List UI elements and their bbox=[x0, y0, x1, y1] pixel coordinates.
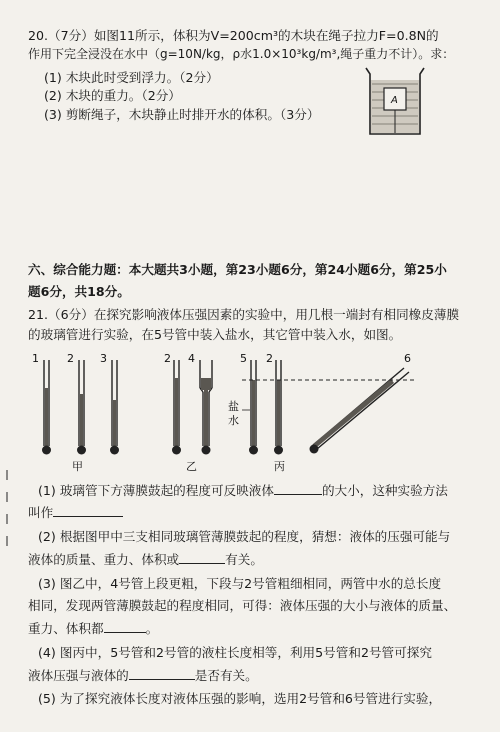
q21-p2-line2 bbox=[28, 551, 263, 568]
blank-1a[interactable] bbox=[274, 482, 322, 495]
q21-p3-b: 相同，发现两管薄膜鼓起的程度相同，可得：液体压强的大小与液体的质量、 bbox=[28, 598, 457, 613]
section6-line2: 题6分，共18分。 bbox=[28, 284, 130, 299]
q20-item3: (3) 剪断绳子，木块静止时排开水的体积。（3分） bbox=[44, 107, 320, 122]
membrane-2c bbox=[274, 446, 283, 455]
tube-label-2-yi: 2 bbox=[164, 352, 171, 365]
block-label: A bbox=[391, 95, 398, 106]
section6-line1: 六、综合能力题：本大题共3小题，第23小题6分，第24小题6分，第25小 bbox=[28, 262, 447, 277]
q21-p4-c: 是否有关。 bbox=[194, 668, 258, 683]
membrane-1 bbox=[42, 446, 51, 455]
binding-margin bbox=[3, 470, 11, 550]
q21-p3-a: (3) 图乙中，4号管上段更粗，下段与2号管粗细相同，两管中水的总长度 bbox=[38, 576, 442, 591]
tube-label-4: 4 bbox=[188, 352, 195, 365]
tube-label-2: 2 bbox=[67, 352, 74, 365]
membrane-2b bbox=[172, 446, 181, 455]
salt-label-2: 水 bbox=[228, 414, 239, 427]
group-label-yi: 乙 bbox=[186, 460, 197, 473]
group-label-bing: 丙 bbox=[274, 460, 285, 473]
blank-2[interactable] bbox=[179, 551, 225, 564]
q21-p1-line2 bbox=[28, 504, 123, 521]
salt-label-1: 盐 bbox=[228, 400, 239, 413]
q20-line2: 作用下完全浸没在水中（g=10N/kg，ρ水1.0×10³kg/m³,绳子重力不计）。求： bbox=[28, 47, 455, 61]
q21-p3-c: 重力、体积都 bbox=[28, 621, 104, 636]
beaker-figure bbox=[360, 62, 430, 142]
q21-p1-line1 bbox=[38, 482, 448, 499]
membrane-2 bbox=[77, 446, 86, 455]
q21-p4-line2 bbox=[28, 667, 258, 684]
tube-label-3: 3 bbox=[100, 352, 107, 365]
membrane-5 bbox=[249, 446, 258, 455]
q21-p1-a: (1) 玻璃管下方薄膜鼓起的程度可反映液体 bbox=[38, 483, 274, 498]
q21-line1: 21.（6分）在探究影响液体压强因素的实验中，用几根一端封有相同橡皮薄膜 bbox=[28, 307, 460, 322]
q21-p2-a: (2) 根据图甲中三支相同玻璃管薄膜鼓起的程度，猜想：液体的压强可能与 bbox=[38, 529, 451, 544]
q20-item1: (1) 木块此时受到浮力。（2分） bbox=[44, 70, 219, 85]
blank-1b[interactable] bbox=[53, 504, 123, 517]
tubes-figure bbox=[14, 348, 484, 476]
q21-p2-b: 液体的质量、重力、体积或 bbox=[28, 552, 180, 567]
tube-label-2-bing: 2 bbox=[266, 352, 273, 365]
tube-label-5: 5 bbox=[240, 352, 247, 365]
group-label-jia: 甲 bbox=[72, 460, 83, 473]
q21-p2-c: 有关。 bbox=[225, 552, 263, 567]
q20-item2: (2) 木块的重力。（2分） bbox=[44, 88, 181, 103]
blank-4[interactable] bbox=[129, 667, 195, 680]
tube-label-6: 6 bbox=[404, 352, 411, 365]
q21-p4-a: (4) 图丙中，5号管和2号管的液柱长度相等，利用5号管和2号管可探究 bbox=[38, 645, 432, 660]
q20-line1: 20.（7分）如图11所示，体积为V=200cm³的木块在绳子拉力F=0.8N的 bbox=[28, 28, 439, 43]
q21-p4-b: 液体压强与液体的 bbox=[28, 668, 129, 683]
q21-p1-c: 叫作 bbox=[28, 505, 54, 520]
membrane-6 bbox=[310, 445, 319, 454]
membrane-4 bbox=[202, 446, 211, 455]
blank-3[interactable] bbox=[104, 620, 146, 633]
membrane-3 bbox=[110, 446, 119, 455]
q21-p1-b: 的大小，这种实验方法 bbox=[321, 483, 448, 498]
tube-label-1: 1 bbox=[32, 352, 39, 365]
q21-p3-line3: 重力、体积都 。 bbox=[28, 621, 159, 636]
q21-p5-a: (5) 为了探究液体长度对液体压强的影响，选用2号管和6号管进行实验， bbox=[38, 691, 442, 706]
q21-line2: 的玻璃管进行实验，在5号管中装入盐水，其它管中装入水，如图。 bbox=[28, 327, 402, 342]
